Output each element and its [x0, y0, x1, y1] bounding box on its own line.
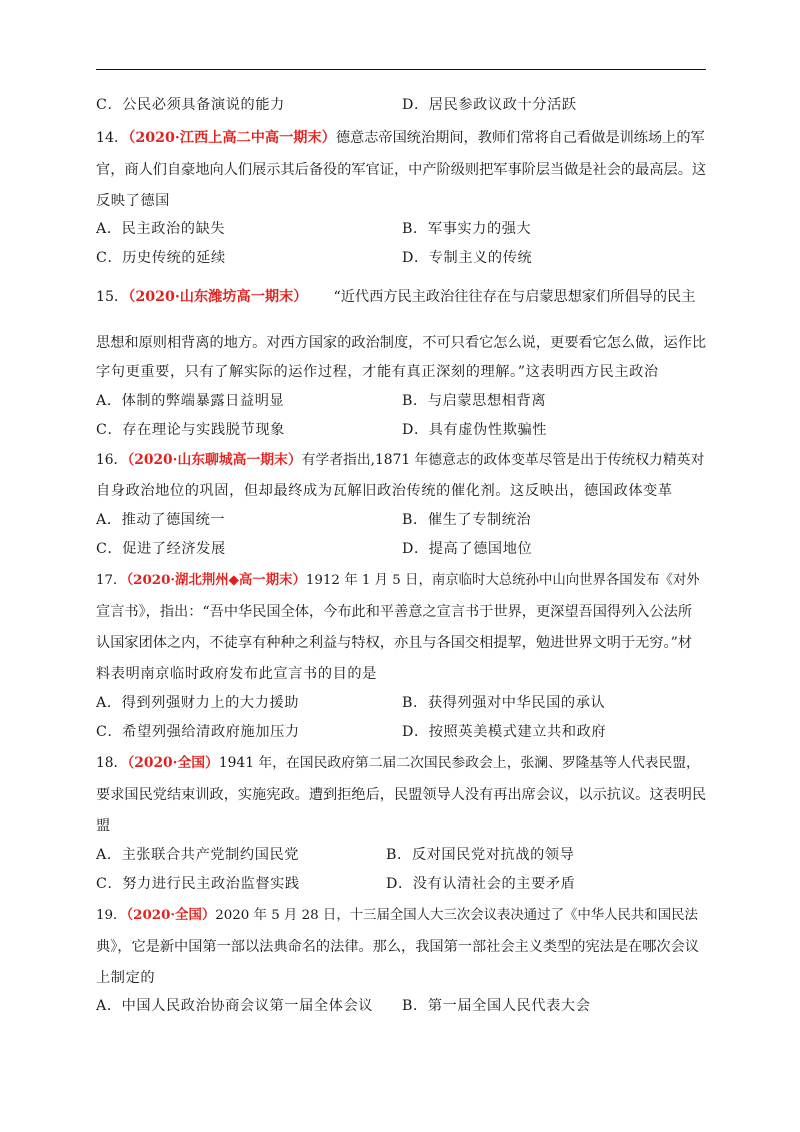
- q15-option-d: D．具有虚伪性欺骗性: [402, 422, 548, 438]
- q15-option-b: B．与启蒙思想相背离: [402, 393, 547, 409]
- q15-option-a: A．体制的弊端暴露日益明显: [96, 393, 285, 409]
- q14-text: 德意志帝国统治期间，教师们常将自己看做是训练场上的军: [335, 130, 705, 146]
- q16-option-d: D．提高了德国地位: [402, 541, 533, 557]
- q16-text: 有学者指出,1871 年德意志的政体变革尽管是出于传统权力精英对: [301, 452, 705, 468]
- q15-number: 15．: [96, 289, 129, 305]
- q17-stem-line2: 宣言书》，指出：“吾中华民国全体，今布此和平善意之宣言书于世界，更深望吾国得列入公法所: [96, 604, 693, 620]
- q17-option-b: B．获得列强对中华民国的承认: [402, 695, 606, 711]
- q19-stem-line3: 上制定的: [96, 970, 156, 986]
- q15-option-c: C．存在理论与实践脱节现象: [96, 422, 285, 438]
- q14-option-a: A．民主政治的缺失: [96, 221, 226, 237]
- q16-source: （2020·山东聊城高一期末）: [127, 452, 302, 468]
- q18-option-a: A．主张联合共产党制约国民党: [96, 847, 300, 863]
- q14-stem-line1: [96, 128, 705, 148]
- q13-option-c: C．公民必须具备演说的能力: [96, 97, 285, 113]
- q14-option-c: C．历史传统的延续: [96, 250, 226, 266]
- q15-source: （2020·山东潍坊高一期末）: [128, 289, 308, 305]
- q18-stem-line3: 盟: [96, 818, 111, 834]
- q16-option-c: C．促进了经济发展: [96, 541, 226, 557]
- q14-option-d: D．专制主义的传统: [402, 250, 533, 266]
- q19-option-a: A．中国人民政治协商会议第一届全体会议: [96, 998, 374, 1014]
- q15-stem-line3: 字句更重要，只有了解实际的运作过程，才能有真正深刻的理解。”这表明西方民主政治: [96, 364, 659, 380]
- q16-option-a: A．推动了德国统一: [96, 512, 226, 528]
- q15-stem-line2: 思想和原则相背离的地方。对西方国家的政治制度，不可只看它怎么说，更要看它怎么做，运作比: [96, 335, 707, 351]
- q18-stem-line1: [96, 753, 700, 773]
- q14-number: 14．: [96, 130, 129, 146]
- q17-stem-line1: [96, 570, 700, 591]
- q14-stem-line3: 反映了德国: [96, 193, 170, 209]
- q19-source: （2020·全国）: [126, 907, 216, 923]
- q14-stem-line2: 官，商人们自豪地向人们展示其后备役的军官证，中产阶级则把军事阶层当做是社会的最高层。这: [96, 162, 707, 178]
- q16-stem-line1: [96, 450, 704, 470]
- q19-option-b: B．第一届全国人民代表大会: [402, 998, 591, 1014]
- q18-stem-line2: 要求国民党结束训政，实施宪政。遭到拒绝后，民盟领导人没有再出席会议，以示抗议。这表明民: [96, 787, 707, 803]
- q19-stem-line2: 典》，它是新中国第一部以法典命名的法律。那么，我国第一部社会主义类型的宪法是在哪次会议: [96, 939, 699, 955]
- q17-number: 17．: [96, 573, 127, 588]
- q13-option-d: D．居民参政议政十分活跃: [402, 97, 577, 113]
- q17-option-a: A．得到列强财力上的大力援助: [96, 695, 300, 711]
- q18-option-d: D．没有认清社会的主要矛盾: [386, 876, 576, 892]
- q15-stem-line1: [96, 287, 695, 307]
- q17-text: 1912 年 1 月 5 日，南京临时大总统孙中山向世界各国发布《对外: [305, 573, 700, 588]
- header-rule: [96, 69, 706, 70]
- q19-text: 2020 年 5 月 28 日，十三届全国人大三次会议表决通过了《中华人民共和国民法: [215, 908, 698, 923]
- q18-text: 1941 年，在国民政府第二届二次国民参政会上，张澜、罗隆基等人代表民盟，: [218, 755, 700, 771]
- q15-text: “近代西方民主政治往往存在与启蒙思想家们所倡导的民主: [333, 289, 696, 305]
- q18-number: 18．: [96, 755, 128, 771]
- q17-option-c: C．希望列强给清政府施加压力: [96, 724, 300, 740]
- q16-stem-line2: 自身政治地位的巩固，但却最终成为瓦解旧政治传统的催化剂。这反映出，德国政体变革: [96, 483, 673, 499]
- q17-stem-line3: 认国家团体之内，不徒享有种种之利益与特权，亦且与各国交相提挈，勉进世界文明于无穷。”材: [96, 635, 693, 651]
- q14-option-b: B．军事实力的强大: [402, 221, 532, 237]
- q18-option-c: C．努力进行民主政治监督实践: [96, 876, 300, 892]
- q18-option-b: B．反对国民党对抗战的领导: [386, 847, 575, 863]
- q19-stem-line1: [96, 905, 698, 926]
- q18-source: （2020·全国）: [127, 755, 219, 771]
- q16-number: 16．: [96, 452, 128, 468]
- q19-number: 19．: [96, 908, 127, 923]
- q14-source: （2020·江西上高二中高一期末）: [128, 130, 336, 146]
- q17-option-d: D．按照英美模式建立共和政府: [402, 724, 607, 740]
- q17-stem-line4: 料表明南京临时政府发布此宣言书的目的是: [96, 666, 377, 682]
- q17-source: （2020·湖北荆州◆高一期末）: [126, 572, 306, 588]
- q16-option-b: B．催生了专制统治: [402, 512, 532, 528]
